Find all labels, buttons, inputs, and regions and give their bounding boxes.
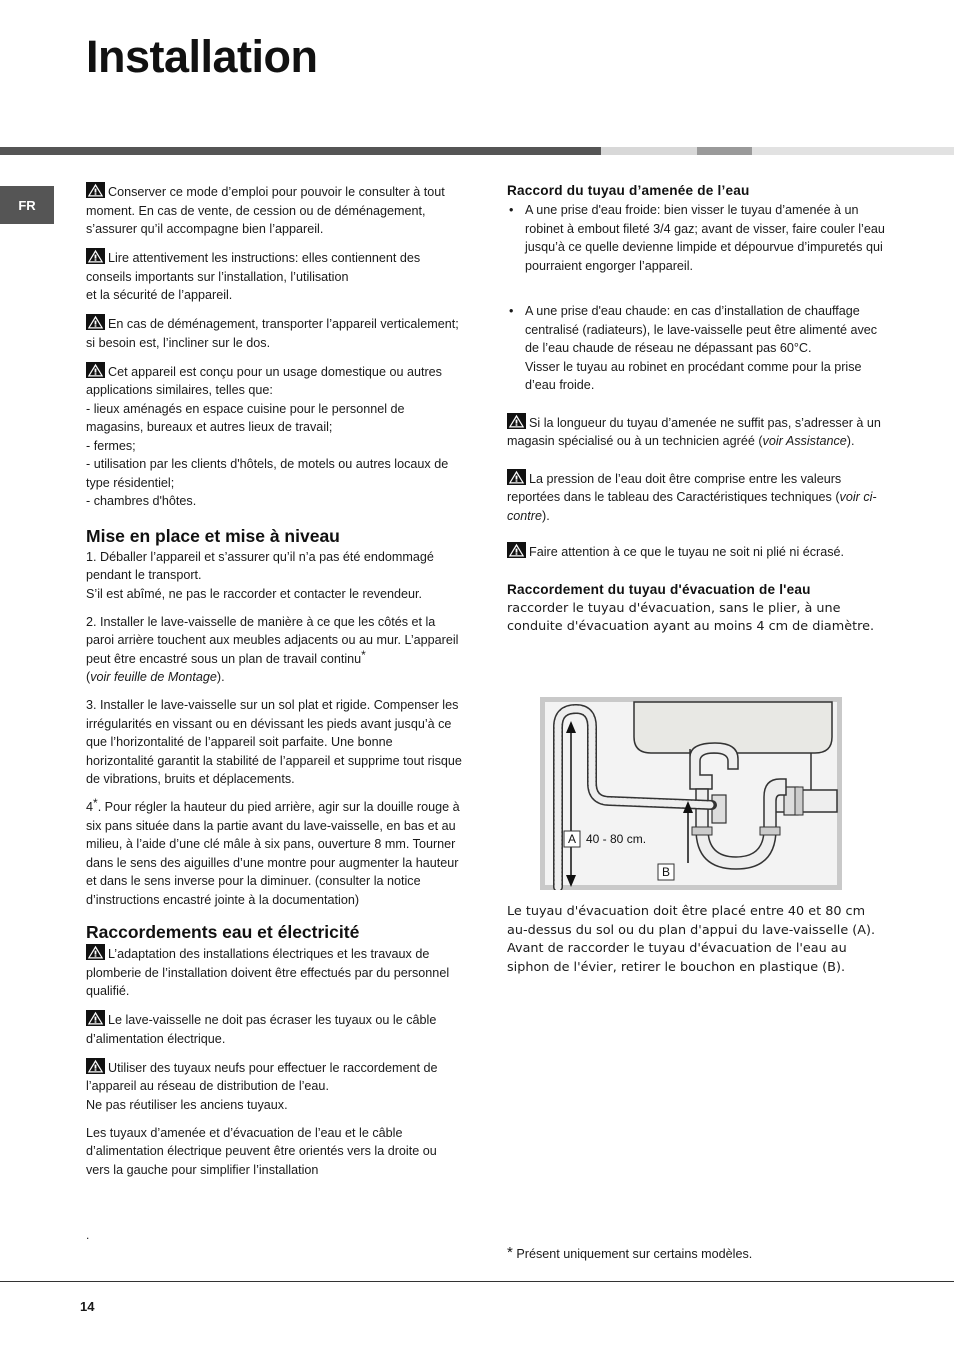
reference-montage: voir feuille de Montage bbox=[90, 670, 217, 684]
heading-drain-hose: Raccordement du tuyau d'évacuation de l'eau bbox=[507, 581, 811, 597]
text: Conserver ce mode d’emploi pour pouvoir le consulter à tout moment. En cas de vente, de cession ou de déménagement, s’assurer qu’il accompagne bien l’appareil. bbox=[86, 185, 445, 236]
text: A une prise d'eau chaude: en cas d’installation de chauffage centralisé (radiateurs), le lave-vaisselle peut être alimenté avec de l’eau chaude de réseau ne dépassant pas 60°C. bbox=[525, 304, 878, 355]
header-bar-dark bbox=[0, 147, 601, 155]
warning-new-hoses bbox=[86, 1058, 464, 1115]
text: . Pour régler la hauteur du pied arrière, agir sur la douille rouge à six pans située dans la partie avant du lave-vaisselle, en bas et au milieu, à l’aide d’une clé mâle à six pans, ouverture 8 mm. Tourner dans le sens des aiguilles d’une montre pour augmenter la hauteur et dans le sens inverse pour la diminuer. (consulter la notice d’instructions encastré jointe à la documentation) bbox=[86, 800, 460, 907]
warning-qualified bbox=[86, 944, 464, 1001]
warning-icon bbox=[86, 1058, 105, 1074]
header-bar-light-end bbox=[752, 147, 954, 155]
footnote bbox=[507, 1244, 752, 1261]
drain-instruction: raccorder le tuyau d'évacuation, sans le plier, à une conduite d'évacuation ayant au moins 4 cm de diamètre. bbox=[507, 600, 875, 635]
text: Le tuyau d'évacuation doit être placé entre 40 et 80 cm au-dessus du sol ou du plan d'appui du lave-vaisselle (A). bbox=[507, 904, 876, 938]
text: ). bbox=[542, 508, 550, 523]
inlet-list bbox=[507, 201, 887, 395]
footer-rule bbox=[0, 1281, 954, 1282]
right-column bbox=[507, 182, 887, 646]
step-1 bbox=[86, 548, 464, 604]
step-3: 3. Installer le lave-vaisselle sur un sol plat et rigide. Compenser les irrégularités en vissant ou en dévissant les pieds avant jusqu’à ce que l’horizontalité de l’appareil soit parfaite. Une bonne horizontalité garantit la stabilité de l’appareil et supprime tout risque de vibrations, bruits et déplacements. bbox=[86, 698, 462, 786]
list-item: • A une prise d'eau froide: bien visser le tuyau d’amenée à un robinet à embout fileté 3/4 gaz; avant de visser, faire couler l’eau jusqu’à ce quelle devienne limpide et dépourvue d’impuretés qui pourraient engorger l’appareil. bbox=[507, 201, 887, 275]
heading-mise-en-place: Mise en place et mise à niveau bbox=[86, 525, 340, 546]
page-title: Installation bbox=[86, 31, 318, 82]
text: Visser le tuyau au robinet en procédant comme pour la prise d’eau froide. bbox=[525, 359, 862, 392]
text: Lire attentivement les instructions: elles contiennent des conseils importants sur l’installation, l’utilisation bbox=[86, 251, 421, 284]
warning-icon bbox=[86, 1010, 105, 1026]
step-4 bbox=[86, 798, 464, 909]
warning-icon bbox=[86, 182, 105, 198]
asterisk: * bbox=[507, 1244, 513, 1261]
asterisk: * bbox=[361, 647, 366, 662]
text: Utiliser des tuyaux neufs pour effectuer le raccordement de l’appareil au réseau de distribution de l’eau. bbox=[86, 1060, 438, 1093]
warning-hoses bbox=[86, 1010, 464, 1048]
drain-height-text bbox=[507, 903, 882, 978]
text: 2. Installer le lave-vaisselle de manière à ce que les côtés et la paroi arrière touchent aux meubles adjacents ou au mur. L’appareil peut être encastré sous un plan de travail continu bbox=[86, 614, 459, 666]
left-column bbox=[86, 182, 464, 1189]
warning-icon bbox=[86, 362, 105, 378]
warning-icon bbox=[86, 944, 105, 960]
text: Le lave-vaisselle ne doit pas écraser les tuyaux ou le câble d’alimentation électrique. bbox=[86, 1013, 437, 1046]
hoses-orientation: Les tuyaux d’amenée et d’évacuation de l’eau et le câble d’alimentation électrique peuvent être orientés vers la droite ou vers la gauche pour simplifier l’installation bbox=[86, 1125, 437, 1177]
label-b: B bbox=[661, 865, 671, 879]
warning-pressure bbox=[507, 469, 887, 526]
reference-assistance: voir Assistance bbox=[762, 434, 847, 448]
warning-icon bbox=[507, 469, 526, 485]
text: Si la longueur du tuyau d’amenée ne suffit pas, s’adresser à un magasin spécialisé ou à un technicien agréé ( bbox=[507, 415, 881, 448]
stray-period: . bbox=[86, 1228, 90, 1242]
text: 4 bbox=[86, 800, 94, 814]
heading-raccordements: Raccordements eau et électricité bbox=[86, 922, 360, 942]
sink-basin bbox=[634, 702, 832, 753]
warning-domestic-use bbox=[86, 362, 464, 511]
warning-icon bbox=[507, 542, 526, 558]
warning-icon bbox=[86, 248, 105, 264]
text: Présent uniquement sur certains modèles. bbox=[516, 1247, 753, 1261]
text: Avant de raccorder le tuyau d'évacuation de l'eau au siphon de l'évier, retirer le bouchon en plastique (B). bbox=[507, 941, 847, 976]
warning-kink bbox=[507, 542, 887, 562]
text: ). bbox=[846, 434, 855, 448]
warning-read-instructions bbox=[86, 248, 464, 305]
label-a: A bbox=[567, 832, 577, 846]
text: - chambres d'hôtes. bbox=[86, 494, 197, 508]
drain-hose-diagram bbox=[540, 697, 842, 890]
text: ). bbox=[216, 670, 225, 684]
step-2 bbox=[86, 613, 464, 687]
text: S’il est abîmé, ne pas le raccorder et contacter le revendeur. bbox=[86, 586, 423, 601]
list-item bbox=[507, 302, 887, 395]
text: La pression de l’eau doit être comprise entre les valeurs reportées dans le tableau des Caractéristiques techniques ( bbox=[507, 471, 842, 504]
dimension-label: 40 - 80 cm. bbox=[586, 832, 647, 846]
text: Cet appareil est conçu pour un usage domestique ou autres applications similaires, telles que: bbox=[86, 364, 442, 397]
warning-icon bbox=[86, 314, 105, 330]
warning-icon bbox=[507, 413, 526, 429]
header-bar-mid bbox=[697, 147, 752, 155]
warning-hose-length bbox=[507, 413, 887, 451]
warning-keep-manual bbox=[86, 182, 464, 239]
text: L’adaptation des installations électriques et les travaux de plomberie de l’installation doivent être effectués par du personnel qualifié. bbox=[86, 947, 450, 998]
text: Faire attention à ce que le tuyau ne soit ni plié ni écrasé. bbox=[529, 545, 845, 559]
language-tab: FR bbox=[0, 186, 54, 224]
text: et la sécurité de l’appareil. bbox=[86, 288, 233, 302]
text: 1. Déballer l’appareil et s’assurer qu’il n’a pas été endommagé pendant le transport. bbox=[86, 549, 434, 582]
text: - utilisation par les clients d'hôtels, de motels ou autres locaux de type résidentiel; bbox=[86, 457, 449, 490]
reference-specs: voir ci-contre bbox=[507, 490, 877, 523]
text: ( bbox=[86, 670, 91, 684]
asterisk: * bbox=[93, 796, 98, 810]
header-bar-light bbox=[601, 147, 697, 155]
text: En cas de déménagement, transporter l’appareil verticalement; si besoin est, l’incliner sur le dos. bbox=[86, 317, 459, 350]
text: - lieux aménagés en espace cuisine pour le personnel de magasins, bureaux et autres lieux de travail; bbox=[86, 401, 405, 434]
heading-inlet-hose: Raccord du tuyau d’amenée de l’eau bbox=[507, 183, 750, 198]
text: - fermes; bbox=[86, 438, 136, 453]
warning-moving bbox=[86, 314, 464, 352]
text: Ne pas réutiliser les anciens tuyaux. bbox=[86, 1097, 288, 1112]
page-number: 14 bbox=[80, 1299, 95, 1314]
